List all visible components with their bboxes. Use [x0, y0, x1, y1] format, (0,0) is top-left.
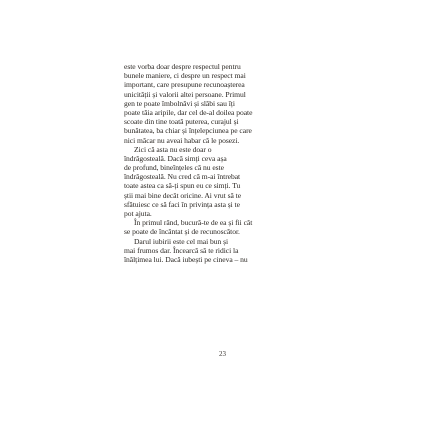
text-line: se poate de încântat și de recunoscător.	[124, 227, 240, 237]
text-line: de profund, bineînțeles că nu este	[124, 163, 224, 173]
text-line: pot ajuta.	[124, 209, 152, 218]
text-line: bunele maniere, ci despre un respect mai	[124, 71, 246, 81]
text-line: nici măcar nu aveai habar că le posezi.	[124, 135, 240, 145]
text-line: poate tăia aripile, dar cel de-al doilea poate	[124, 107, 253, 117]
page-number: 23	[219, 350, 226, 358]
text-line: înălțimea lui. Dacă iubești pe cineva – nu	[124, 254, 248, 264]
text-line: scoate din tine toată puterea, curajul și	[124, 117, 239, 127]
text-line: În primul rând, bucură-te de ea și fii cât	[134, 218, 253, 228]
text-line: bunătatea, ba chiar și înțelepciunea pe care	[124, 126, 252, 136]
text-line: important, care presupune recunoașterea	[124, 80, 245, 90]
text-line: Darul iubirii este cel mai bun și	[134, 236, 229, 246]
text-line: îndrăgosteală. Dacă simți ceva așa	[124, 153, 227, 163]
text-line: îndrăgosteală. Nu cred că m-ai întrebat	[124, 172, 241, 182]
text-line: sfătuiesc ce să faci în privința asta și te	[124, 199, 240, 209]
text-line: Zici că asta nu este doar o	[134, 144, 212, 154]
text-line: mai frumos dar. Încearcă să te ridici la	[124, 245, 239, 255]
text-line: toate astea ca să-ți spun eu ce simți. Tu	[124, 181, 241, 191]
text-line: știi mai bine decât oricine. Ai vrut să te	[124, 190, 242, 200]
text-line: gen te poate îmbolnăvi și slăbi sau îți	[124, 98, 235, 108]
body-text	[124, 62, 324, 264]
text-line: unicității și valorii altei persoane. Primul	[124, 89, 246, 99]
text-line: este vorba doar despre respectul pentru	[124, 62, 241, 71]
